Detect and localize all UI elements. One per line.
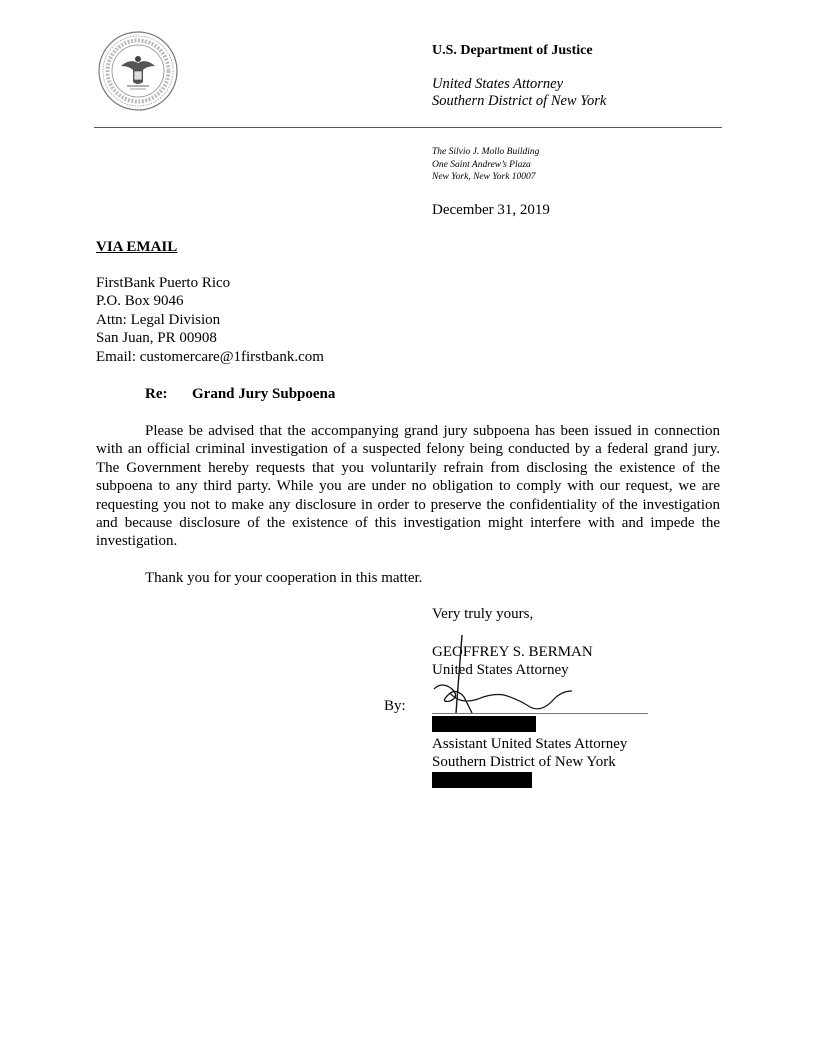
recipient-po-box: P.O. Box 9046	[96, 293, 184, 310]
signer-name: GEOFFREY S. BERMAN	[432, 644, 593, 660]
address-line-2: One Saint Andrew’s Plaza	[432, 159, 531, 170]
office-block	[432, 76, 606, 110]
redacted-contact	[432, 772, 532, 788]
subject-text: Grand Jury Subpoena	[192, 386, 336, 402]
handwritten-signature	[420, 633, 580, 723]
by-label: By:	[384, 698, 406, 714]
office-address	[432, 146, 539, 184]
thank-you-paragraph: Thank you for your cooperation in this matter.	[145, 570, 423, 586]
recipient-attn: Attn: Legal Division	[96, 311, 221, 328]
doj-seal-icon	[97, 30, 179, 112]
letterhead-divider	[94, 127, 722, 128]
agency-name: U.S. Department of Justice	[432, 43, 593, 58]
address-line-3: New York, New York 10007	[432, 172, 536, 182]
letter-date: December 31, 2019	[432, 202, 550, 218]
subject-label: Re:	[145, 386, 168, 402]
closing: Very truly yours,	[432, 606, 534, 622]
aide-district: Southern District of New York	[432, 754, 616, 771]
recipient-email: Email: customercare@1firstbank.com	[96, 348, 324, 365]
recipient-name: FirstBank Puerto Rico	[96, 275, 231, 291]
redacted-name	[432, 716, 536, 732]
delivery-method: VIA EMAIL	[96, 239, 178, 255]
recipient-address	[96, 274, 324, 366]
recipient-city: San Juan, PR 00908	[96, 330, 217, 347]
subject-line	[145, 386, 335, 403]
signer-title: United States Attorney	[432, 662, 569, 679]
body-paragraph: Please be advised that the accompanying grand jury subpoena has been issued in connection with an official criminal investigation of a suspected felony being conducted by a federal grand jury. The Government hereby requests that you voluntarily refrain from disclosing the existence of the subpoena to any third party. While you are under no obligation to comply with our request, we are requesting you not to make any disclosure in order to preserve the confidentiality of the investigation and because disclosure of the existence of this investigation might interfere with and impede the investigation.	[96, 423, 720, 550]
aide-title: Assistant United States Attorney	[432, 736, 628, 752]
address-line-1: The Silvio J. Mollo Building	[432, 147, 540, 157]
office-line-2: Southern District of New York	[432, 93, 607, 109]
office-line-1: United States Attorney	[432, 76, 564, 92]
aide-title-block	[432, 735, 627, 772]
